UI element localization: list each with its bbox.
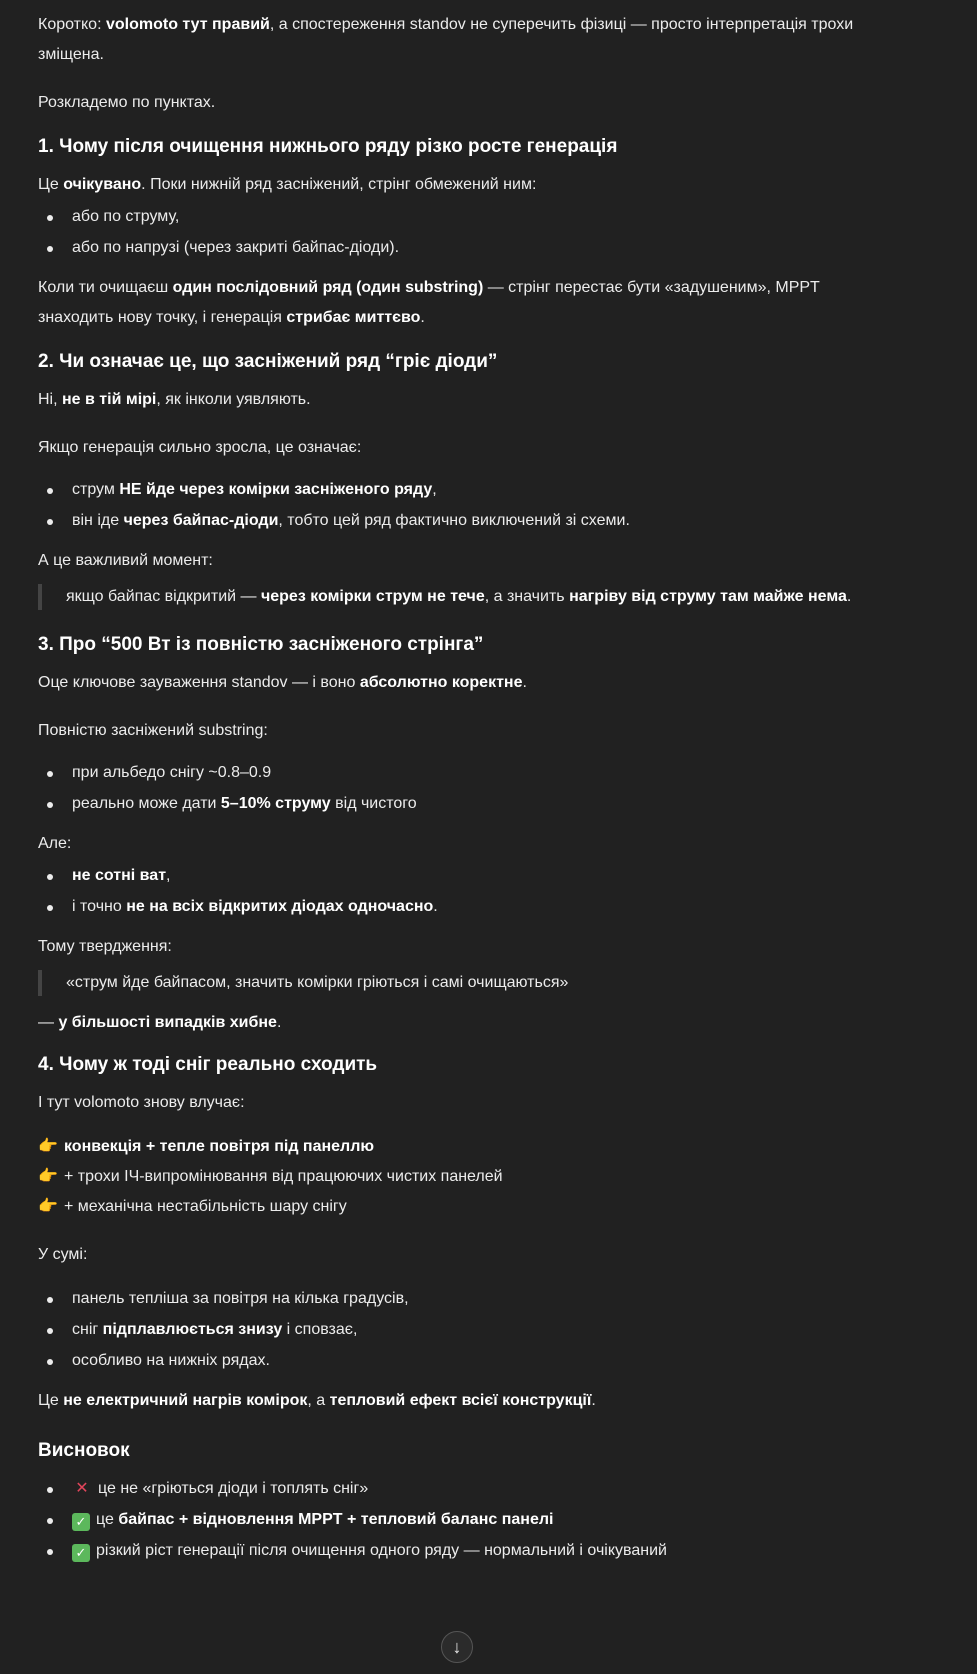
s4-emoji-line-1: 👉 конвекція + тепле повітря під панеллю — [38, 1132, 878, 1162]
scroll-down-button[interactable] — [441, 1631, 473, 1663]
plan-paragraph: Розкладемо по пунктах. — [38, 94, 216, 111]
list-item: він іде через байпас-діоди, тобто цей ряд фактично виключений зі схеми. — [72, 506, 878, 536]
list-item: або по напрузі (через закриті байпас-діоди). — [72, 233, 878, 263]
conclusion-heading: Висновок — [38, 1440, 130, 1461]
s4-paragraph-3: Це не електричний нагрів комірок, а тепловий ефект всієї конструкції. — [38, 1392, 596, 1409]
s2-paragraph-3: А це важливий момент: — [38, 552, 213, 569]
s1-list — [38, 202, 878, 263]
list-item: сніг підплавлюється знизу і сповзає, — [72, 1315, 878, 1345]
section-3-heading: 3. Про “500 Вт із повністю засніженого стрінга” — [38, 634, 484, 655]
section-2-heading: 2. Чи означає це, що засніжений ряд “гріє діоди” — [38, 351, 498, 372]
arrow-down-icon: ↓ — [452, 1637, 462, 1657]
section-4-heading: 4. Чому ж тоді сніг реально сходить — [38, 1054, 378, 1075]
list-item: при альбедо снігу ~0.8–0.9 — [72, 758, 878, 788]
check-mark-icon: ✓ — [72, 1544, 90, 1562]
s1-paragraph-1: Це очікувано. Поки нижній ряд засніжений, стрінг обмежений ним: — [38, 176, 537, 193]
list-item: або по струму, — [72, 202, 878, 232]
blockquote: «струм йде байпасом, значить комірки гріються і самі очищаються» — [38, 970, 878, 996]
s4-list — [38, 1284, 878, 1376]
list-item: ✓ це байпас + відновлення MPPT + тепловий баланс панелі — [72, 1505, 878, 1535]
list-item: не сотні ват, — [72, 861, 878, 891]
s2-list — [38, 475, 878, 536]
s3-paragraph-2: Повністю засніжений substring: — [38, 722, 268, 739]
s3-list-1 — [38, 758, 878, 819]
intro-paragraph: Коротко: volomoto тут правий, а спостереження standov не суперечить фізиці — просто інтерпретація трохи зміщена. — [38, 16, 854, 63]
message-content — [38, 10, 878, 1576]
cross-mark-icon: ✕ — [75, 1480, 89, 1497]
pointing-hand-icon: 👉 — [38, 1198, 58, 1215]
section-1-heading: 1. Чому після очищення нижнього ряду різко росте генерація — [38, 136, 618, 157]
s3-paragraph-1: Оце ключове зауваження standov — і воно абсолютно коректне. — [38, 674, 527, 691]
s4-paragraph-2: У сумі: — [38, 1246, 88, 1263]
s2-paragraph-1: Ні, не в тій мірі, як інколи уявляють. — [38, 391, 311, 408]
conclusion-list — [38, 1474, 878, 1566]
list-item: ✕ це не «гріються діоди і топлять сніг» — [72, 1474, 878, 1504]
s3-list-2 — [38, 861, 878, 922]
s3-paragraph-3: Але: — [38, 835, 72, 852]
list-item: і точно не на всіх відкритих діодах одночасно. — [72, 892, 878, 922]
s4-emoji-line-2: 👉 + трохи ІЧ-випромінювання від працюючих чистих панелей — [38, 1162, 878, 1192]
pointing-hand-icon: 👉 — [38, 1168, 58, 1185]
list-item: ✓ різкий ріст генерації після очищення одного ряду — нормальний і очікуваний — [72, 1536, 878, 1566]
s3-paragraph-5: — у більшості випадків хибне. — [38, 1014, 282, 1031]
s4-emoji-line-3: 👉 + механічна нестабільність шару снігу — [38, 1192, 878, 1222]
s4-paragraph-1: І тут volomoto знову влучає: — [38, 1094, 245, 1111]
list-item: панель тепліша за повітря на кілька градусів, — [72, 1284, 878, 1314]
s3-paragraph-4: Тому твердження: — [38, 938, 172, 955]
s1-paragraph-2: Коли ти очищаєш один послідовний ряд (один substring) — стрінг перестає бути «задушеним», MPPT знаходить нову точку, і генерація стрибає миттєво. — [38, 279, 820, 326]
blockquote: якщо байпас відкритий — через комірки струм не тече, а значить нагріву від струму там майже нема. — [38, 584, 878, 610]
pointing-hand-icon: 👉 — [38, 1138, 58, 1155]
list-item: реально може дати 5–10% струму від чистого — [72, 789, 878, 819]
list-item: струм НЕ йде через комірки засніженого ряду, — [72, 475, 878, 505]
list-item: особливо на нижніх рядах. — [72, 1346, 878, 1376]
check-mark-icon: ✓ — [72, 1513, 90, 1531]
s2-paragraph-2: Якщо генерація сильно зросла, це означає: — [38, 439, 362, 456]
